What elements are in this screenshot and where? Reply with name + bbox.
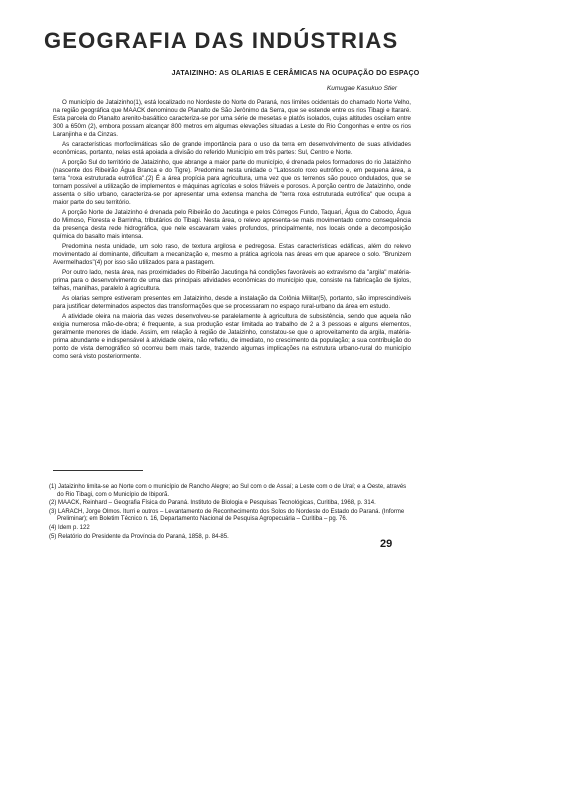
footnote: (4) Idem p. 122	[49, 524, 90, 531]
footnote: (3) LARACH, Jorge Olmos. Iturri e outros – Levantamento de Reconhecimento dos Solos do Nordeste do Estado do Paraná. (Informe Preliminar); em Boletim Técnico n. 16, Departamento Nacional de Pesquisa Agropecuária – Curitiba – pg. 76.	[49, 508, 405, 523]
paragraph: A porção Norte de Jataizinho é drenada pelo Ribeirão do Jacutinga e pelos Córregos Fundo, Taquari, Água do Caboclo, Água do Mimoso, Floresta e Barrinha, tributários do Tibagi. Nesta área, o relevo apresenta-se mais movimentado como consequência da presença desta rede hidrográfica, que nele escavaram vales profundos, principalmente, nos locais onde a decomposição química do basalto mais intensa.	[53, 209, 411, 240]
paragraph: O município de Jataizinho(1), está localizado no Nordeste do Norte do Paraná, nos limites ocidentais do chamado Norte Velho, na região geográfica que MAACK denominou de Planalto de São Jerônimo da Serra, que se estende entre os rios Tibagi e Itararé. Esta parcela do Planalto arenito-basáltico caracteriza-se por uma série de mesetas e platôs isolados, cujas altitudes oscilam entre 300 a 650m (2), embora possam alcançar 800 metros em algumas elevações situadas a Leste do Rio Congonhas e entre os rios Laranjinha e da Cinzas.	[53, 99, 411, 138]
paragraph: A porção Sul do território de Jataizinho, que abrange a maior parte do município, é drenada pelos formadores do rio Jataizinho (nascente dos Ribeirão Água Branca e do Tigre). Predomina nesta unidade o "Latossolo roxo eutrófico e, em pequena área, a terra "roxa estruturada eutrófica".(2) É a área propícia para agricultura, uma vez que os terrenos são pouco ondulados, que se tornam possível a utilização de implementos e máquinas agrícolas e solos friáveis e porosos. A porção centro de Jataizinho, onde assenta o sítio urbano, caracteriza-se por apresentar uma extensa mancha de "terra roxa estruturada eutrófica" que ocupa a maior parte do seu território.	[53, 159, 411, 206]
article-title-text: JATAIZINHO: AS OLARIAS E CERÂMICAS NA OCUPAÇÃO DO ESPAÇO	[171, 70, 420, 77]
paragraph: As características morfoclimáticas são de grande importância para o uso da terra em desenvolvimento de suas atividades econômicas, portanto, nelas está apoiada a divisão do referido Município em três partes: Sul, Centro e Norte.	[53, 141, 411, 156]
page-number: 29	[380, 538, 393, 550]
footnote-divider	[53, 470, 143, 471]
section-title: GEOGRAFIA DAS INDÚSTRIAS	[44, 28, 399, 53]
paragraph: As olarias sempre estiveram presentes em Jataizinho, desde a instalação da Colônia Militar(5), portanto, são imprescindíveis para justificar determinados aspectos das transformações que se processaram no espaço rural-urbano da área em estudo.	[53, 295, 411, 310]
author-name: Kumugae Kasukuo Stier	[326, 85, 397, 92]
footnote: (1) Jataizinho limita-se ao Norte com o município de Rancho Alegre; ao Sul com o de Assaí; a Leste com o de Uraí; e a Oeste, através do Rio Tibagi, com o Município de Ibiporã.	[49, 484, 407, 498]
footnote: (5) Relatório do Presidente da Província do Paraná, 1858, p. 84-85.	[49, 533, 229, 540]
paragraph: Por outro lado, nesta área, nas proximidades do Ribeirão Jacutinga há condições favoráveis ao extravismo da "argila" matéria-prima para o desenvolvimento de uma das principais atividades econômicas do município que, consiste na fabricação de tijolos, telhas, manilhas, paralelo à agricultura.	[53, 269, 411, 292]
paragraph: Predomina nesta unidade, um solo raso, de textura argilosa e pedregosa. Estas características edáficas, além do relevo movimentado aí dominante, dificultam a mecanização e, mesmo a prática agrícola nas áreas em que aparece o solo. "Brunizem Avermelhados"(4) por isso são utilizados para a pastagem.	[53, 243, 411, 266]
article-body	[53, 99, 411, 363]
paragraph: A atividade oleira na maioria das vezes desenvolveu-se paralelamente à agricultura de subsistência, sendo que aquela não exigia numerosa mão-de-obra; é frequente, a sua produção estar limitada ao trabalho de 2 a 3 pessoas e alguns elementos, geralmente menores de idade. Assim, em relação à região de Jataizinho, constatou-se que o aproveitamento da argila, matéria-prima abundante e indispensável à atividade oleira, não refletiu, de imediato, no crescimento da população; a sua contribuição do ponto de vista demográfico só ocorreu bem mais tarde, trazendo algumas implicações na estrutura urbano-rural do município como será visto posteriormente.	[53, 313, 411, 360]
footnote: (2) MAACK, Reinhard – Geografia Física do Paraná. Instituto de Biologia e Pesquisas Tecnológicas, Curitiba, 1968, p. 314.	[49, 500, 376, 507]
footnotes	[49, 484, 407, 542]
article-title	[0, 70, 567, 77]
